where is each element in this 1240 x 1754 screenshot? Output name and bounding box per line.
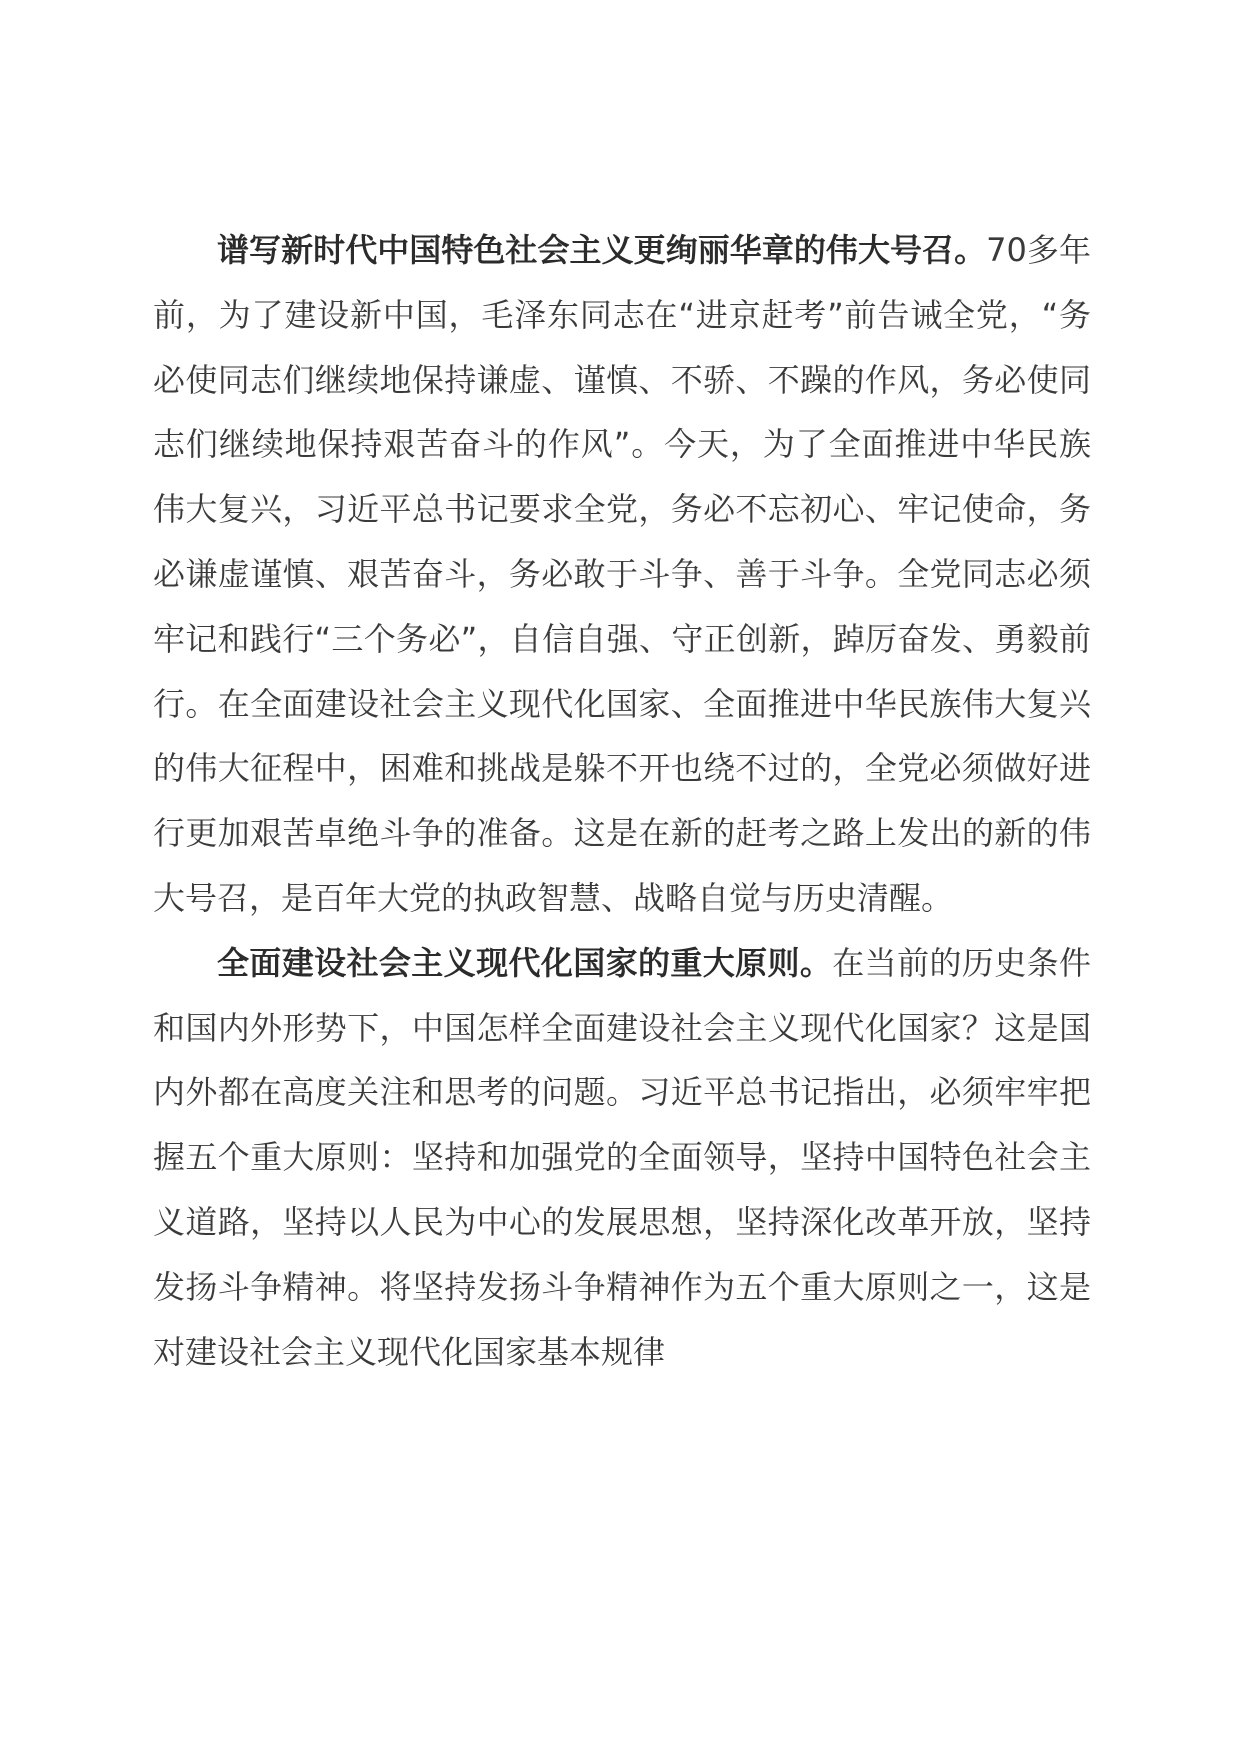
paragraph-2-text: 在当前的历史条件和国内外形势下，中国怎样全面建设社会主义现代化国家？这是国内外都在高度关注和思考的问题。习近平总书记指出，必须牢牢把握五个重大原则：坚持和加强党的全面领导，坚持中国特色社会主义道路，坚持以人民为中心的发展思想，坚持深化改革开放，坚持发扬斗争精神。将坚持发扬斗争精神作为五个重大原则之一，这是对建设社会主义现代化国家基本规律 bbox=[153, 943, 1091, 1371]
paragraph-1 bbox=[153, 218, 1091, 931]
paragraph-1-text: 70多年前，为了建设新中国，毛泽东同志在“进京赶考”前告诫全党，“务必使同志们继续地保持谦虚、谨慎、不骄、不躁的作风，务必使同志们继续地保持艰苦奋斗的作风”。今天，为了全面推进中华民族伟大复兴，习近平总书记要求全党，务必不忘初心、牢记使命，务必谦虚谨慎、艰苦奋斗，务必敢于斗争、善于斗争。全党同志必须牢记和践行“三个务必”，自信自强、守正创新，踔厉奋发、勇毅前行。在全面建设社会主义现代化国家、全面推进中华民族伟大复兴的伟大征程中，困难和挑战是躲不开也绕不过的，全党必须做好进行更加艰苦卓绝斗争的准备。这是在新的赶考之路上发出的新的伟大号召，是百年大党的执政智慧、战略自觉与历史清醒。 bbox=[153, 231, 1091, 917]
paragraph-1-lead: 谱写新时代中国特色社会主义更绚丽华章的伟大号召。 bbox=[217, 231, 987, 269]
paragraph-2 bbox=[153, 931, 1091, 1385]
document-body bbox=[153, 218, 1091, 1384]
paragraph-2-lead: 全面建设社会主义现代化国家的重大原则。 bbox=[217, 943, 833, 982]
